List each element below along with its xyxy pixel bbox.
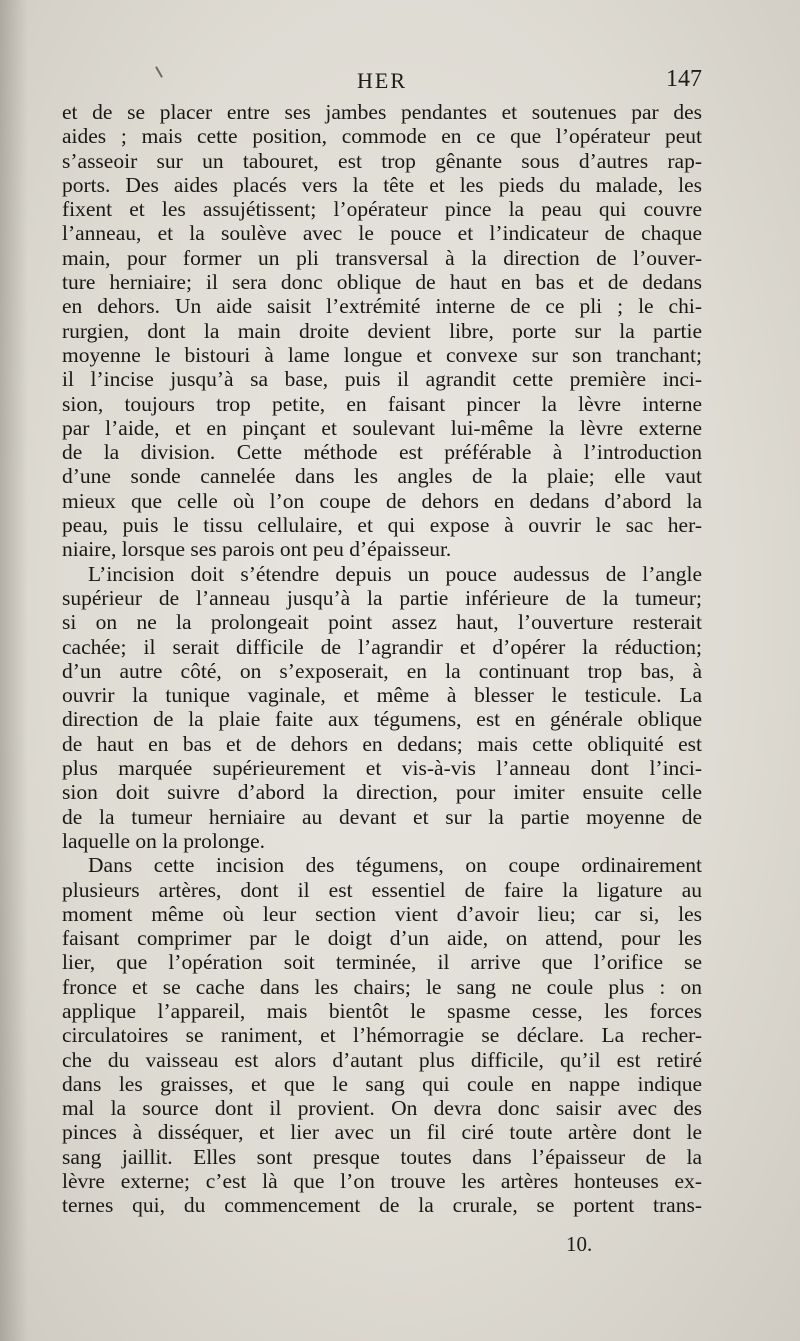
text-line: peau, puis le tissu cellulaire, et qui expose à ouvrir le sac her- xyxy=(62,513,702,538)
text-line: rurgien, dont la main droite devient libre, porte sur la partie xyxy=(62,318,702,343)
text-line: de haut en bas et de dehors en dedans; mais cette obliquité est xyxy=(62,731,702,756)
text-line: direction de la plaie faite aux tégumens, est en générale oblique xyxy=(62,707,702,732)
paragraph-last-line: laquelle on la prolonge. xyxy=(62,828,265,853)
running-head: HER xyxy=(357,68,407,93)
text-line: moment même où leur section vient d’avoir lieu; car si, les xyxy=(62,901,702,926)
paragraph-first-line: Dans cette incision des tégumens, on coupe ordinairement xyxy=(88,853,702,878)
text-line: faisant comprimer par le doigt d’un aide, on attend, pour les xyxy=(62,926,702,951)
text-line: mal la source dont il provient. On devra donc saisir avec des xyxy=(62,1096,702,1121)
text-line: en dehors. Un aide saisit l’extrémité interne de ce pli ; le chi- xyxy=(62,294,702,319)
text-line: ouvrir la tunique vaginale, et même à blesser le testicule. La xyxy=(62,683,702,708)
text-line: ture herniaire; il sera donc oblique de haut en bas et de dedans xyxy=(62,270,702,295)
text-line: pinces à disséquer, et lier avec un fil ciré toute artère dont le xyxy=(62,1120,702,1145)
text-line: d’une sonde cannelée dans les angles de la plaie; elle vaut xyxy=(62,464,702,489)
paragraph-last-line: niaire, lorsque ses parois ont peu d’épaisseur. xyxy=(62,537,452,562)
text-line: plusieurs artères, dont il est essentiel de faire la ligature au xyxy=(62,877,702,902)
text-line: il l’incise jusqu’à sa base, puis il agrandit cette première inci- xyxy=(62,367,702,392)
text-line: plus marquée supérieurement et vis-à-vis l’anneau dont l’inci- xyxy=(62,756,702,781)
text-line: ternes qui, du commencement de la crurale, se portent trans- xyxy=(62,1193,702,1218)
body-text xyxy=(62,100,702,1218)
signature-mark: 10. xyxy=(566,1232,593,1256)
text-line: mieux que celle où l’on coupe de dehors en dedans d’abord la xyxy=(62,488,702,513)
text-line: l’anneau, et la soulève avec le pouce et l’indicateur de chaque xyxy=(62,221,702,246)
text-line: de la division. Cette méthode est préférable à l’introduction xyxy=(62,440,702,465)
text-line: s’asseoir sur un tabouret, est trop gênante sous d’autres rap- xyxy=(62,148,702,173)
text-line: applique l’appareil, mais bientôt le spasme cesse, les forces xyxy=(62,998,702,1023)
text-line: de la tumeur herniaire au devant et sur la partie moyenne de xyxy=(62,804,702,829)
text-line: sion doit suivre d’abord la direction, pour imiter ensuite celle xyxy=(62,780,702,805)
text-line: sang jaillit. Elles sont presque toutes dans l’épaisseur de la xyxy=(62,1144,702,1169)
text-line: aides ; mais cette position, commode en ce que l’opérateur peut xyxy=(62,124,702,149)
text-line: et de se placer entre ses jambes pendantes et soutenues par des xyxy=(62,100,702,124)
text-line: moyenne le bistouri à lame longue et convexe sur son tranchant; xyxy=(62,342,702,367)
page-header xyxy=(62,66,702,100)
text-line: par l’aide, et en pinçant et soulevant lui-même la lèvre externe xyxy=(62,415,702,440)
text-line: d’un autre côté, on s’exposerait, en la continuant trop bas, à xyxy=(62,658,702,683)
text-line: main, pour former un pli transversal à la direction de l’ouver- xyxy=(62,245,702,270)
text-line: supérieur de l’anneau jusqu’à la partie inférieure de la tumeur; xyxy=(62,585,702,610)
text-line: fixent et les assujétissent; l’opérateur pince la peau qui couvre xyxy=(62,197,702,222)
text-line: sion, toujours trop petite, en faisant pincer la lèvre interne xyxy=(62,391,702,416)
text-line: dans les graisses, et que le sang qui coule en nappe indique xyxy=(62,1071,702,1096)
text-line: ports. Des aides placés vers la tête et les pieds du malade, les xyxy=(62,172,702,197)
text-line: lier, que l’opération soit terminée, il arrive que l’orifice se xyxy=(62,950,702,975)
page-number: 147 xyxy=(666,66,702,92)
text-line: si on ne la prolongeait point assez haut, l’ouverture resterait xyxy=(62,610,702,635)
text-line: che du vaisseau est alors d’autant plus difficile, qu’il est retiré xyxy=(62,1047,702,1072)
text-line: fronce et se cache dans les chairs; le sang ne coule plus : on xyxy=(62,974,702,999)
text-line: cachée; il serait difficile de l’agrandir et d’opérer la réduction; xyxy=(62,634,702,659)
text-line: circulatoires se raniment, et l’hémorragie se déclare. La recher- xyxy=(62,1023,702,1048)
paragraph-first-line: L’incision doit s’étendre depuis un pouce audessus de l’angle xyxy=(88,561,702,586)
text-line: lèvre externe; c’est là que l’on trouve les artères honteuses ex- xyxy=(62,1169,702,1194)
